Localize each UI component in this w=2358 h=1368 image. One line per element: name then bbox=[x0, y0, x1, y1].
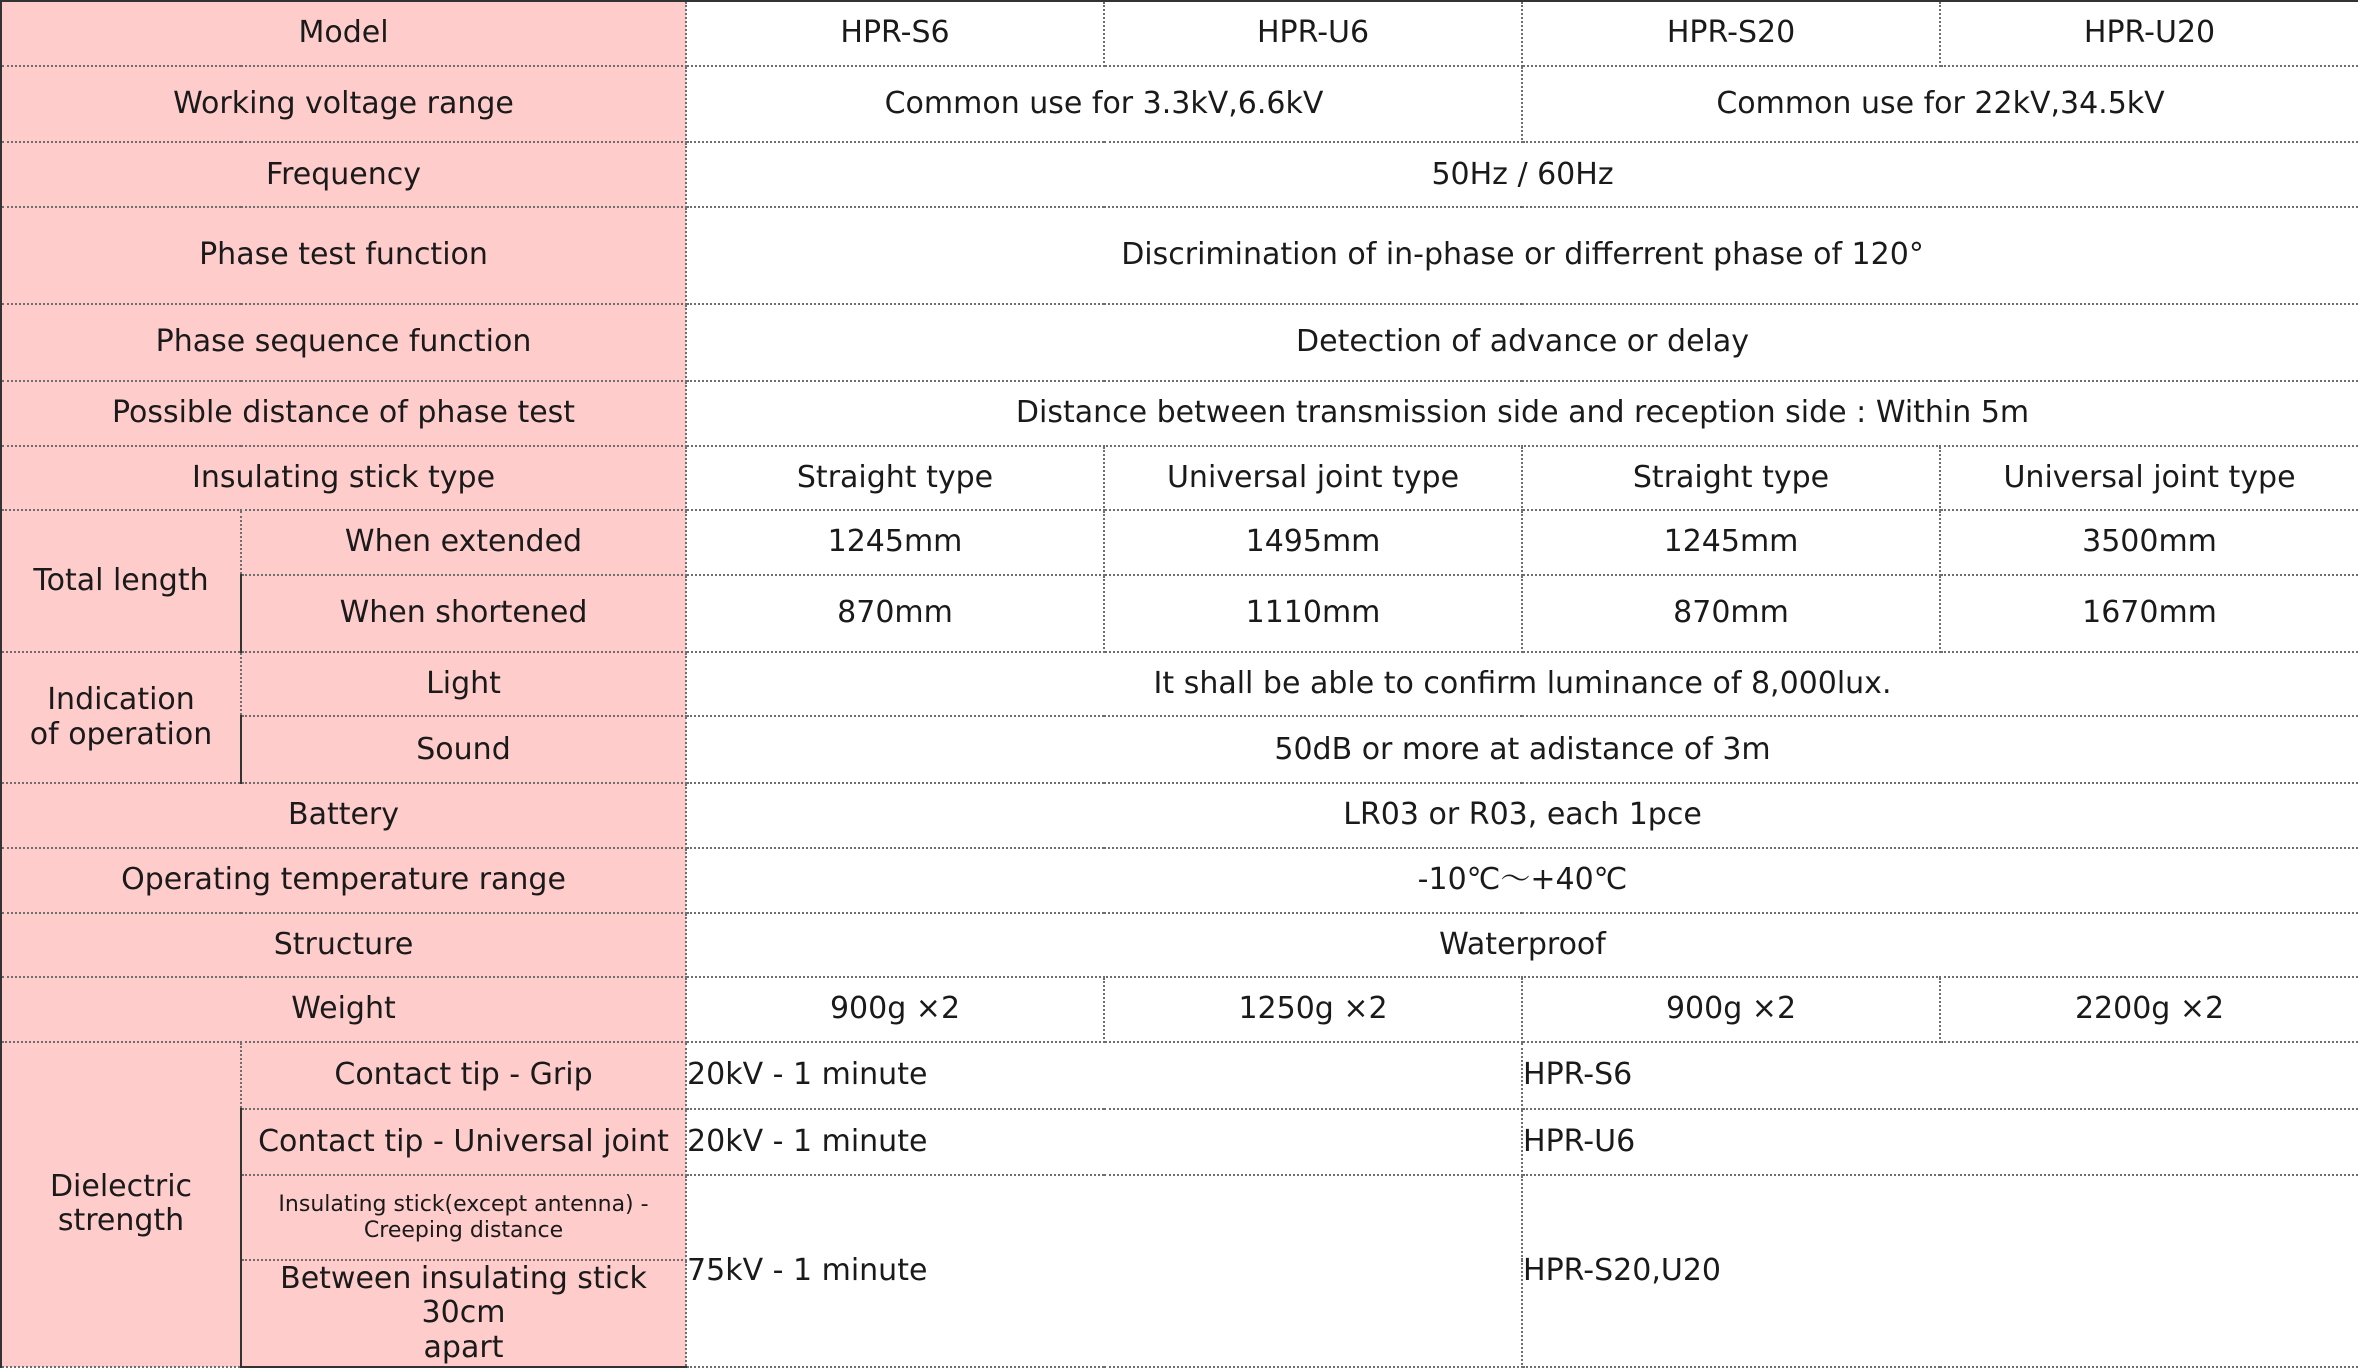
dielectric-universal-model: HPR-U6 bbox=[1522, 1109, 2358, 1176]
battery-cell: LR03 or R03, each 1pce bbox=[686, 783, 2358, 848]
label-structure: Structure bbox=[1, 913, 686, 978]
length-shortened-cell: 870mm bbox=[686, 575, 1104, 652]
dielectric-universal-value: 20kV - 1 minute bbox=[686, 1109, 1522, 1176]
model-cell: HPR-S20 bbox=[1522, 1, 1940, 66]
row-operating-temperature bbox=[1, 848, 2358, 913]
structure-cell: Waterproof bbox=[686, 913, 2358, 978]
row-sound bbox=[1, 716, 2358, 783]
label-operating-temperature: Operating temperature range bbox=[1, 848, 686, 913]
length-shortened-cell: 1670mm bbox=[1940, 575, 2358, 652]
row-model bbox=[1, 1, 2358, 66]
label-when-extended: When extended bbox=[241, 510, 686, 575]
label-contact-universal: Contact tip - Universal joint bbox=[241, 1109, 686, 1176]
weight-cell: 900g ×2 bbox=[1522, 977, 1940, 1042]
model-cell: HPR-U6 bbox=[1104, 1, 1522, 66]
frequency-cell: 50Hz / 60Hz bbox=[686, 142, 2358, 207]
label-battery: Battery bbox=[1, 783, 686, 848]
light-cell: It shall be able to confirm luminance of 8,000lux. bbox=[686, 652, 2358, 717]
model-cell: HPR-S6 bbox=[686, 1, 1104, 66]
row-light bbox=[1, 652, 2358, 717]
dielectric-stick-model: HPR-S20,U20 bbox=[1522, 1175, 2358, 1367]
label-dielectric: Dielectric strength bbox=[1, 1042, 241, 1367]
weight-cell: 2200g ×2 bbox=[1940, 977, 2358, 1042]
stick-type-cell: Universal joint type bbox=[1940, 446, 2358, 511]
working-voltage-cell: Common use for 3.3kV,6.6kV bbox=[686, 66, 1522, 143]
label-contact-grip: Contact tip - Grip bbox=[241, 1042, 686, 1109]
stick-type-cell: Universal joint type bbox=[1104, 446, 1522, 511]
phase-test-cell: Discrimination of in-phase or differrent phase of 120° bbox=[686, 207, 2358, 304]
stick-type-cell: Straight type bbox=[1522, 446, 1940, 511]
label-stick-creeping: Insulating stick(except antenna) - Creeping distance bbox=[241, 1175, 686, 1260]
sound-cell: 50dB or more at adistance of 3m bbox=[686, 716, 2358, 783]
label-when-shortened: When shortened bbox=[241, 575, 686, 652]
label-working-voltage: Working voltage range bbox=[1, 66, 686, 143]
row-working-voltage bbox=[1, 66, 2358, 143]
row-possible-distance bbox=[1, 381, 2358, 446]
row-length-shortened bbox=[1, 575, 2358, 652]
row-stick-type bbox=[1, 446, 2358, 511]
row-dielectric-stick bbox=[1, 1175, 2358, 1260]
label-total-length: Total length bbox=[1, 510, 241, 651]
operating-temperature-cell: -10℃～+40℃ bbox=[686, 848, 2358, 913]
row-frequency bbox=[1, 142, 2358, 207]
label-indication: Indication of operation bbox=[1, 652, 241, 783]
dielectric-grip-value: 20kV - 1 minute bbox=[686, 1042, 1522, 1109]
label-between-sticks: Between insulating stick 30cm apart bbox=[241, 1260, 686, 1367]
length-shortened-cell: 1110mm bbox=[1104, 575, 1522, 652]
row-dielectric-universal bbox=[1, 1109, 2358, 1176]
label-possible-distance: Possible distance of phase test bbox=[1, 381, 686, 446]
length-extended-cell: 1245mm bbox=[686, 510, 1104, 575]
dielectric-stick-value: 75kV - 1 minute bbox=[686, 1175, 1522, 1367]
row-length-extended bbox=[1, 510, 2358, 575]
length-extended-cell: 3500mm bbox=[1940, 510, 2358, 575]
label-stick-type: Insulating stick type bbox=[1, 446, 686, 511]
length-extended-cell: 1495mm bbox=[1104, 510, 1522, 575]
row-phase-test bbox=[1, 207, 2358, 304]
weight-cell: 900g ×2 bbox=[686, 977, 1104, 1042]
model-cell: HPR-U20 bbox=[1940, 1, 2358, 66]
row-phase-sequence bbox=[1, 304, 2358, 381]
dielectric-grip-model: HPR-S6 bbox=[1522, 1042, 2358, 1109]
length-shortened-cell: 870mm bbox=[1522, 575, 1940, 652]
label-light: Light bbox=[241, 652, 686, 717]
label-sound: Sound bbox=[241, 716, 686, 783]
possible-distance-cell: Distance between transmission side and reception side : Within 5m bbox=[686, 381, 2358, 446]
row-structure bbox=[1, 913, 2358, 978]
row-battery bbox=[1, 783, 2358, 848]
label-phase-sequence: Phase sequence function bbox=[1, 304, 686, 381]
label-frequency: Frequency bbox=[1, 142, 686, 207]
label-weight: Weight bbox=[1, 977, 686, 1042]
label-model: Model bbox=[1, 1, 686, 66]
row-dielectric-grip bbox=[1, 1042, 2358, 1109]
stick-type-cell: Straight type bbox=[686, 446, 1104, 511]
row-weight bbox=[1, 977, 2358, 1042]
phase-sequence-cell: Detection of advance or delay bbox=[686, 304, 2358, 381]
label-phase-test: Phase test function bbox=[1, 207, 686, 304]
weight-cell: 1250g ×2 bbox=[1104, 977, 1522, 1042]
length-extended-cell: 1245mm bbox=[1522, 510, 1940, 575]
working-voltage-cell: Common use for 22kV,34.5kV bbox=[1522, 66, 2358, 143]
